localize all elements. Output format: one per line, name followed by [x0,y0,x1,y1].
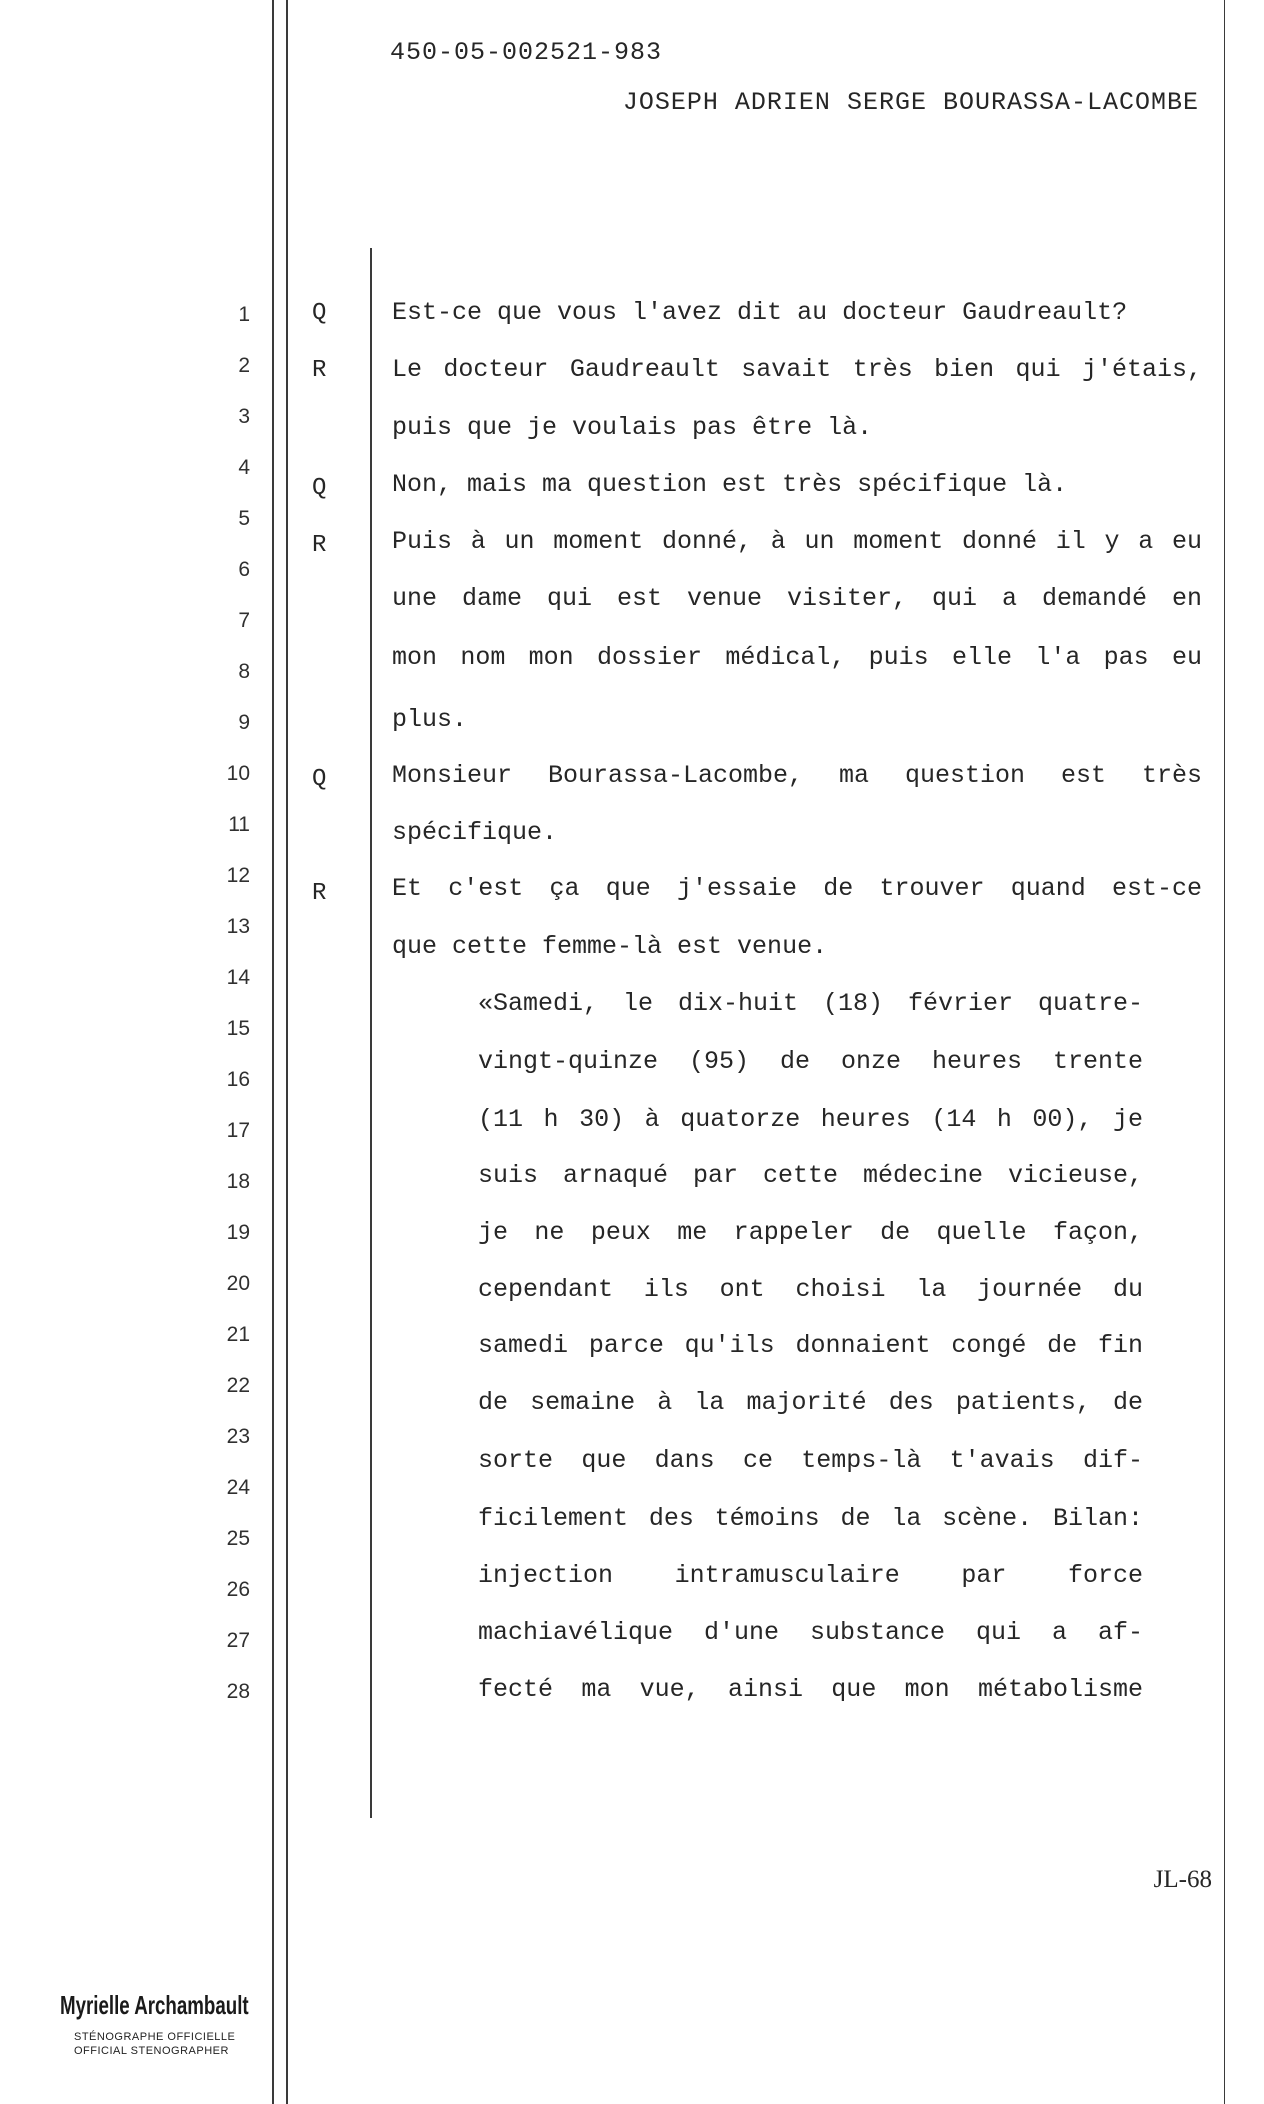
quote-line: machiavélique d'une substance qui a af- [478,1618,1143,1647]
line-number: 3 [238,405,250,428]
line-number: 21 [226,1323,250,1346]
transcript-line: Et c'est ça que j'essaie de trouver quand est-ce [392,874,1202,903]
transcript-line: Est-ce que vous l'avez dit au docteur Gaudreault? [392,298,1128,327]
quote-line: cependant ils ont choisi la journée du [478,1275,1143,1304]
line-number: 19 [226,1221,250,1244]
line-number: 22 [226,1374,250,1397]
transcript-line: Non, mais ma question est très spécifique là. [392,470,1068,499]
line-number: 17 [226,1119,250,1142]
stenographer-name: Myrielle Archambault [60,1990,249,2020]
line-number: 24 [226,1476,250,1499]
case-number: 450-05-002521-983 [390,38,663,67]
quote-line: je ne peux me rappeler de quelle façon, [478,1218,1143,1247]
transcript-line: une dame qui est venue visiter, qui a demandé en [392,584,1202,613]
stenographer-title-fr: STÉNOGRAPHE OFFICIELLE [74,2031,236,2043]
line-number: 26 [226,1578,250,1601]
line-number: 14 [226,966,250,989]
line-number: 9 [238,711,250,734]
transcript-line: mon nom mon dossier médical, puis elle l'a pas eu [392,643,1202,672]
transcript-line: que cette femme-là est venue. [392,932,828,961]
question-marker: Q [312,300,327,327]
quote-line: «Samedi, le dix-huit (18) février quatre- [478,989,1143,1018]
line-number: 25 [226,1527,250,1550]
transcript-line: spécifique. [392,818,558,847]
question-marker: Q [312,475,327,502]
quote-line: sorte que dans ce temps-là t'avais dif- [478,1446,1143,1475]
line-number: 7 [238,609,250,632]
line-number: 1 [238,303,250,326]
quote-line: de semaine à la majorité des patients, de [478,1388,1143,1417]
quote-line: ficilement des témoins de la scène. Bilan: [478,1504,1143,1533]
quote-line: suis arnaqué par cette médecine vicieuse, [478,1161,1143,1190]
line-number: 5 [238,507,250,530]
quote-line: (11 h 30) à quatorze heures (14 h 00), je [478,1105,1143,1134]
line-number: 10 [226,762,250,785]
stenographer-title-en: OFFICIAL STENOGRAPHER [74,2045,229,2057]
line-number: 8 [238,660,250,683]
stenographer-stamp [60,1990,260,2057]
transcript-line: Monsieur Bourassa-Lacombe, ma question est très [392,761,1202,790]
line-number: 18 [226,1170,250,1193]
page-reference: JL-68 [1153,1866,1212,1893]
line-number: 28 [226,1680,250,1703]
line-number: 20 [226,1272,250,1295]
quote-line: vingt-quinze (95) de onze heures trente [478,1047,1143,1076]
witness-name: JOSEPH ADRIEN SERGE BOURASSA-LACOMBE [622,88,1199,117]
line-number: 27 [226,1629,250,1652]
line-number: 13 [226,915,250,938]
quote-line: fecté ma vue, ainsi que mon métabolisme [478,1675,1143,1704]
line-number: 2 [238,354,250,377]
answer-marker: R [312,880,327,907]
line-number: 23 [226,1425,250,1448]
quote-line: samedi parce qu'ils donnaient congé de fin [478,1331,1143,1360]
answer-marker: R [312,357,327,384]
left-margin-rule-inner [286,0,288,2104]
line-number: 11 [228,813,250,836]
transcript-line: Le docteur Gaudreault savait très bien qui j'étais, [392,355,1202,384]
left-margin-rule-outer [272,0,274,2104]
qa-column-rule [370,248,372,1818]
line-number: 4 [238,456,250,479]
quote-line: injection intramusculaire par force [478,1561,1143,1590]
line-number: 12 [226,864,250,887]
right-margin-rule [1224,0,1225,2104]
question-marker: Q [312,766,327,793]
line-number: 6 [238,558,250,581]
transcript-line: puis que je voulais pas être là. [392,413,873,442]
answer-marker: R [312,532,327,559]
transcript-line: plus. [392,705,468,734]
line-number: 16 [226,1068,250,1091]
transcript-line: Puis à un moment donné, à un moment donné il y a eu [392,527,1202,556]
line-number: 15 [226,1017,250,1040]
